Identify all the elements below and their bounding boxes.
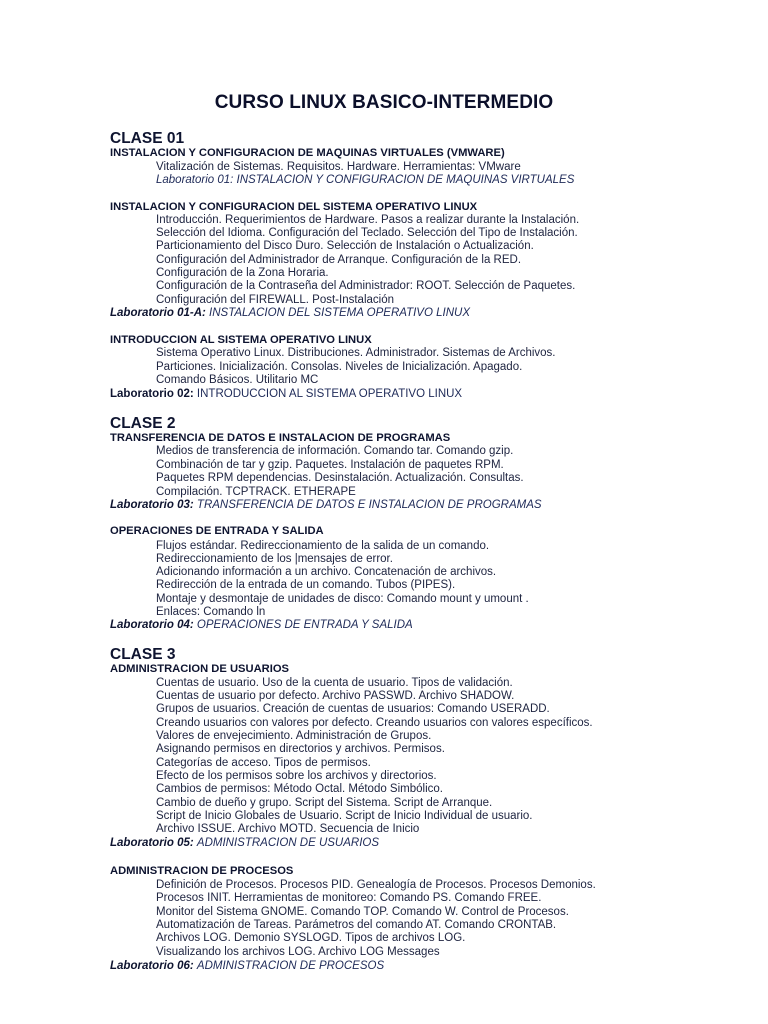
list-item: Cambio de dueño y grupo. Script del Sistema. Script de Arranque. xyxy=(156,797,493,809)
list-item: Definición de Procesos. Procesos PID. Genealogía de Procesos. Procesos Demonios. xyxy=(156,879,596,891)
lab-line-02 xyxy=(110,388,462,401)
section-title-users: ADMINISTRACION DE USUARIOS xyxy=(110,663,290,675)
lab-label: Laboratorio 01-A: xyxy=(110,307,206,319)
list-item: Script de Inicio Globales de Usuario. Script de Inicio Individual de usuario. xyxy=(156,810,533,822)
list-item: Enlaces: Comando ln xyxy=(156,606,266,618)
section-title-install-linux: INSTALACION Y CONFIGURACION DEL SISTEMA OPERATIVO LINUX xyxy=(110,201,478,213)
list-item: Paquetes RPM dependencias. Desinstalación. Actualización. Consultas. xyxy=(156,472,524,484)
list-item: Montaje y desmontaje de unidades de disco: Comando mount y umount . xyxy=(156,593,529,605)
list-item: Cambios de permisos: Método Octal. Método Simbólico. xyxy=(156,783,443,795)
section-title-io: OPERACIONES DE ENTRADA Y SALIDA xyxy=(110,525,324,537)
section-title-intro-linux: INTRODUCCION AL SISTEMA OPERATIVO LINUX xyxy=(110,334,372,346)
lab-line-05 xyxy=(110,837,379,850)
lab-text: INTRODUCCION AL SISTEMA OPERATIVO LINUX xyxy=(196,388,463,400)
list-item: Particiones. Inicialización. Consolas. Niveles de Inicialización. Apagado. xyxy=(156,361,523,373)
list-item: Vitalización de Sistemas. Requisitos. Hardware. Herramientas: VMware xyxy=(156,161,521,173)
lab-label: Laboratorio 02: xyxy=(110,388,194,400)
list-item: Sistema Operativo Linux. Distribuciones. Administrador. Sistemas de Archivos. xyxy=(156,347,556,359)
list-item: Procesos INIT. Herramientas de monitoreo: Comando PS. Comando FREE. xyxy=(156,892,542,904)
list-item: Selección del Idioma. Configuración del Teclado. Selección del Tipo de Instalación. xyxy=(156,227,578,239)
list-item: Archivos LOG. Demonio SYSLOGD. Tipos de archivos LOG. xyxy=(156,932,466,944)
lab-line-03 xyxy=(110,499,542,512)
list-item: Monitor del Sistema GNOME. Comando TOP. Comando W. Control de Procesos. xyxy=(156,906,569,918)
lab-label: Laboratorio 03: xyxy=(110,499,194,511)
list-item: Compilación. TCPTRACK. ETHERAPE xyxy=(156,486,356,498)
list-item: Particionamiento del Disco Duro. Selección de Instalación o Actualización. xyxy=(156,240,534,252)
list-item: Cuentas de usuario por defecto. Archivo PASSWD. Archivo SHADOW. xyxy=(156,690,515,702)
clase-3-heading: CLASE 3 xyxy=(110,646,176,663)
list-item: Configuración del Administrador de Arranque. Configuración de la RED. xyxy=(156,254,522,266)
list-item: Categorías de acceso. Tipos de permisos. xyxy=(156,757,371,769)
lab-text: ADMINISTRACION DE PROCESOS xyxy=(196,960,385,972)
clase-2-heading: CLASE 2 xyxy=(110,415,176,432)
lab-label: Laboratorio 05: xyxy=(110,837,194,849)
section-title-vmware: INSTALACION Y CONFIGURACION DE MAQUINAS VIRTUALES (VMWARE) xyxy=(110,147,505,159)
list-item: Comando Básicos. Utilitario MC xyxy=(156,374,319,386)
list-item: Visualizando los archivos LOG. Archivo LOG Messages xyxy=(156,946,440,958)
list-item: Redireccionamiento de los |mensajes de error. xyxy=(156,553,393,565)
lab-line-01: Laboratorio 01: INSTALACION Y CONFIGURACION DE MAQUINAS VIRTUALES xyxy=(156,174,575,186)
list-item: Asignando permisos en directorios y archivos. Permisos. xyxy=(156,743,445,755)
lab-text: ADMINISTRACION DE USUARIOS xyxy=(196,837,380,849)
list-item: Introducción. Requerimientos de Hardware. Pasos a realizar durante la Instalación. xyxy=(156,214,580,226)
list-item: Flujos estándar. Redireccionamiento de la salida de un comando. xyxy=(156,540,490,552)
list-item: Efecto de los permisos sobre los archivos y directorios. xyxy=(156,770,437,782)
list-item: Cuentas de usuario. Uso de la cuenta de usuario. Tipos de validación. xyxy=(156,677,513,689)
section-title-transfer: TRANSFERENCIA DE DATOS E INSTALACION DE PROGRAMAS xyxy=(110,432,451,444)
list-item: Combinación de tar y gzip. Paquetes. Instalación de paquetes RPM. xyxy=(156,459,504,471)
list-item: Automatización de Tareas. Parámetros del comando AT. Comando CRONTAB. xyxy=(156,919,557,931)
list-item: Configuración del FIREWALL. Post-Instalación xyxy=(156,294,394,306)
lab-text: OPERACIONES DE ENTRADA Y SALIDA xyxy=(196,619,413,631)
section-title-processes: ADMINISTRACION DE PROCESOS xyxy=(110,865,294,877)
list-item: Adicionando información a un archivo. Concatenación de archivos. xyxy=(156,566,497,578)
lab-line-01a xyxy=(110,307,470,320)
list-item: Medios de transferencia de información. Comando tar. Comando gzip. xyxy=(156,445,514,457)
list-item: Archivo ISSUE. Archivo MOTD. Secuencia de Inicio xyxy=(156,823,420,835)
list-item: Creando usuarios con valores por defecto. Creando usuarios con valores específicos. xyxy=(156,717,593,729)
lab-text: INSTALACION DEL SISTEMA OPERATIVO LINUX xyxy=(209,307,470,319)
list-item: Redirección de la entrada de un comando. Tubos (PIPES). xyxy=(156,579,456,591)
lab-line-04 xyxy=(110,619,413,632)
lab-line-06 xyxy=(110,960,384,973)
lab-label: Laboratorio 04: xyxy=(110,619,194,631)
list-item: Configuración de la Zona Horaria. xyxy=(156,267,329,279)
clase-1-heading: CLASE 01 xyxy=(110,130,185,147)
document-title: CURSO LINUX BASICO-INTERMEDIO xyxy=(214,92,554,113)
list-item: Grupos de usuarios. Creación de cuentas de usuarios: Comando USERADD. xyxy=(156,703,550,715)
list-item: Configuración de la Contraseña del Administrador: ROOT. Selección de Paquetes. xyxy=(156,280,576,292)
lab-text: TRANSFERENCIA DE DATOS E INSTALACION DE PROGRAMAS xyxy=(196,499,542,511)
lab-label: Laboratorio 06: xyxy=(110,960,194,972)
list-item: Valores de envejecimiento. Administración de Grupos. xyxy=(156,730,432,742)
